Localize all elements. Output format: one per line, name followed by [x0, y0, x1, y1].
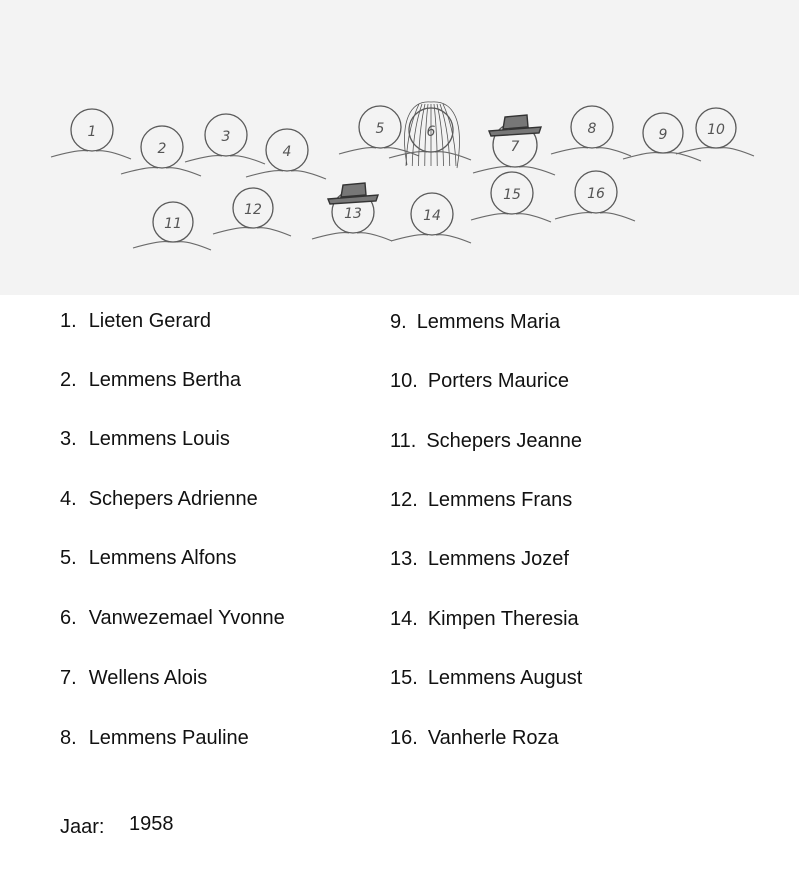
- figure-1: [51, 109, 131, 159]
- figure-10: [676, 108, 754, 156]
- legend-number: 11.: [390, 430, 417, 452]
- hat-sketch: [328, 183, 378, 204]
- legend-item-12: [390, 489, 572, 512]
- figure-number: 16: [587, 186, 605, 202]
- legend-name: Lemmens Pauline: [88, 727, 249, 749]
- legend-number: 12.: [390, 489, 418, 511]
- shoulders: [676, 148, 754, 156]
- figure-7: [473, 115, 555, 175]
- figure-6: [389, 102, 471, 168]
- figure-number: 11: [164, 216, 182, 232]
- legend-item-6: [60, 607, 285, 630]
- legend-name: Lemmens Louis: [88, 428, 230, 450]
- figure-number: 13: [344, 206, 362, 222]
- legend-item-2: [60, 369, 241, 392]
- legend-number: 8.: [60, 727, 77, 749]
- legend-item-14: [390, 608, 579, 631]
- figure-8: [551, 106, 631, 156]
- legend-item-9: [390, 311, 560, 334]
- figure-3: [185, 114, 265, 164]
- figure-12: [213, 188, 291, 236]
- legend-number: 5.: [60, 547, 77, 569]
- legend-name: Wellens Alois: [88, 667, 208, 689]
- figure-9: [623, 113, 701, 161]
- figure-number: 14: [423, 208, 441, 224]
- legend-item-10: [390, 370, 569, 393]
- figure-13: [312, 183, 392, 241]
- shoulders: [623, 153, 701, 161]
- legend-number: 15.: [390, 667, 418, 689]
- legend-name: Lemmens Frans: [427, 489, 573, 511]
- legend-number: 2.: [60, 369, 77, 391]
- figure-number: 5: [375, 121, 385, 137]
- shoulders: [121, 168, 201, 176]
- legend-name: Vanwezemael Yvonne: [88, 607, 285, 629]
- figure-4: [246, 129, 326, 179]
- legend-name: Lemmens Bertha: [88, 369, 241, 391]
- legend-item-8: [60, 727, 249, 750]
- legend-item-13: [390, 548, 569, 571]
- legend-item-1: [60, 310, 211, 333]
- legend-item-3: [60, 428, 230, 451]
- legend-number: 1.: [60, 310, 77, 332]
- legend-name: Schepers Adrienne: [88, 488, 258, 510]
- legend-name: Kimpen Theresia: [427, 608, 579, 630]
- figure-16: [555, 171, 635, 221]
- shoulders: [391, 235, 471, 243]
- legend-item-15: [390, 667, 582, 690]
- legend-name: Lieten Gerard: [88, 310, 211, 332]
- group-sketch: [0, 0, 799, 295]
- legend-item-16: [390, 727, 559, 750]
- figure-number: 15: [503, 187, 521, 203]
- shoulders: [555, 213, 635, 221]
- shoulders: [551, 148, 631, 156]
- figure-number: 8: [587, 121, 597, 137]
- sketch-panel: [0, 0, 799, 295]
- figure-number: 10: [707, 122, 725, 138]
- legend-name: Lemmens Jozef: [427, 548, 569, 570]
- figure-number: 12: [244, 202, 262, 218]
- legend-item-5: [60, 547, 237, 570]
- figure-2: [121, 126, 201, 176]
- legend-name: Porters Maurice: [427, 370, 569, 392]
- shoulders: [51, 151, 131, 159]
- legend-number: 10.: [390, 370, 418, 392]
- shoulders: [246, 171, 326, 179]
- figure-number: 6: [426, 124, 436, 140]
- hat-sketch: [489, 115, 541, 136]
- legend-number: 14.: [390, 608, 418, 630]
- shoulders: [471, 214, 551, 222]
- year-value: 1958: [129, 813, 174, 835]
- year-label: Jaar:: [60, 816, 105, 838]
- legend-number: 3.: [60, 428, 77, 450]
- legend-item-11: [390, 430, 582, 453]
- legend-number: 13.: [390, 548, 418, 570]
- legend-name: Lemmens August: [427, 667, 583, 689]
- shoulders: [473, 167, 555, 175]
- legend-number: 6.: [60, 607, 77, 629]
- shoulders: [213, 228, 291, 236]
- figure-number: 4: [282, 144, 292, 160]
- figure-number: 1: [87, 124, 97, 140]
- legend-name: Schepers Jeanne: [426, 430, 582, 452]
- legend-item-7: [60, 667, 207, 690]
- legend-name: Vanherle Roza: [427, 727, 559, 749]
- legend-name: Lemmens Maria: [416, 311, 561, 333]
- shoulders: [133, 242, 211, 250]
- legend-item-4: [60, 488, 258, 511]
- figure-11: [133, 202, 211, 250]
- legend-number: 9.: [390, 311, 407, 333]
- shoulders: [312, 233, 392, 241]
- legend-number: 7.: [60, 667, 77, 689]
- figure-number: 9: [658, 127, 668, 143]
- figure-15: [471, 172, 551, 222]
- shoulders: [185, 156, 265, 164]
- legend-name: Lemmens Alfons: [88, 547, 237, 569]
- figure-14: [391, 193, 471, 243]
- figure-number: 2: [157, 141, 167, 157]
- figure-number: 7: [510, 139, 520, 155]
- figure-number: 3: [221, 129, 231, 145]
- legend-number: 16.: [390, 727, 418, 749]
- legend-number: 4.: [60, 488, 77, 510]
